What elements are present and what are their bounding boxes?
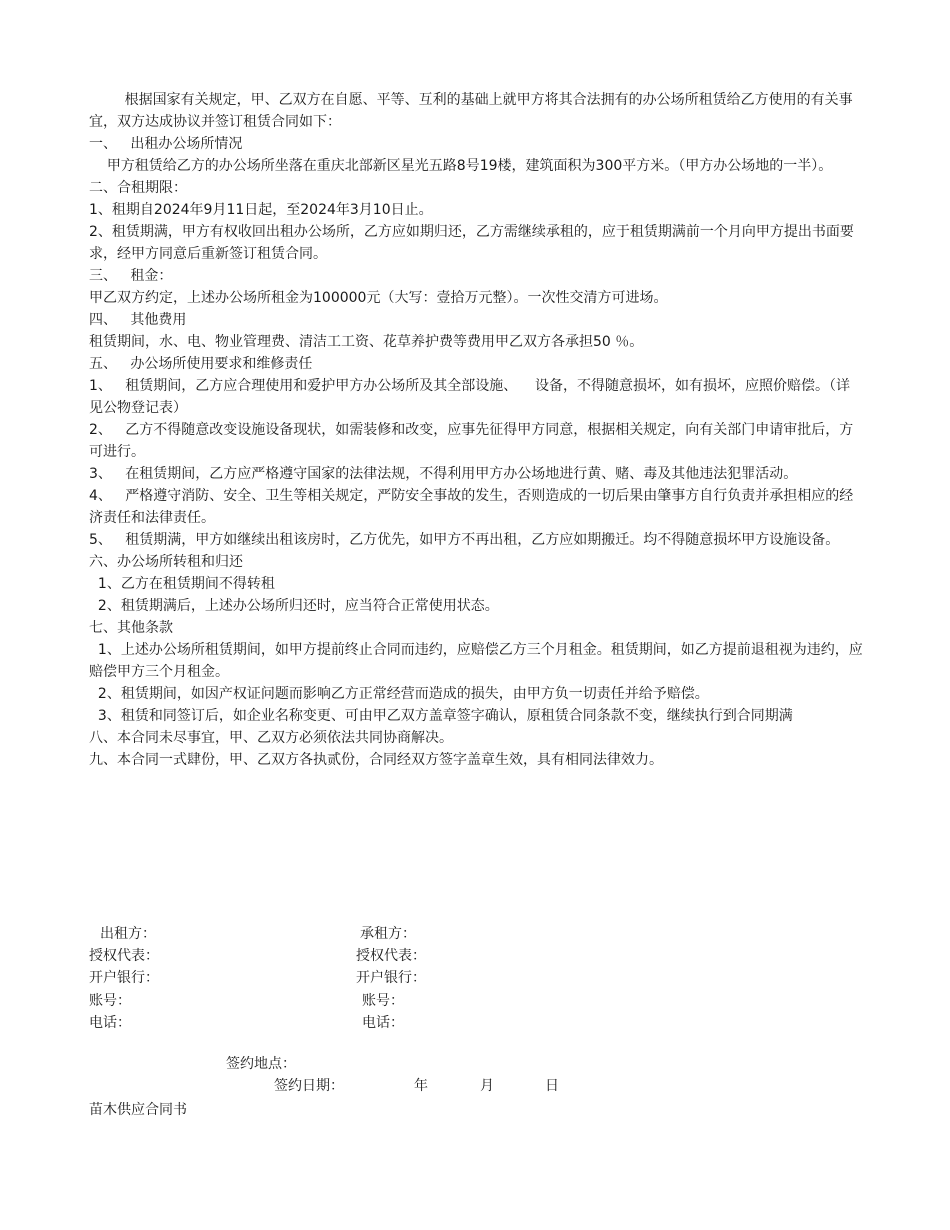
lessor-label: 出租方： [100,926,156,942]
date-day-label: 日 [545,1078,559,1094]
section-1-text: 甲方租赁给乙方的办公场所坐落在重庆北部新区星光五路8号19楼，建筑面积为300平方米。（甲方办公场地的一半）。 [89,158,833,174]
lessor-account-label: 账号： [89,993,131,1009]
section-6-item-1: 1、乙方在租赁期间不得转租 [89,576,275,592]
section-5-item-1: 1、 租赁期间，乙方应合理使用和爱护甲方办公场所及其全部设施、 设备，不得随意损坏，如有损坏，应照价赔偿。（详见公物登记表） [89,378,851,416]
signing-place-label: 签约地点： [226,1056,296,1072]
section-7-item-1: 1、上述办公场所租赁期间，如甲方提前终止合同而违约，应赔偿乙方三个月租金。租赁期间，如乙方提前退租视为违约，应赔偿甲方三个月租金。 [89,642,863,680]
section-5-item-5: 5、 租赁期满，甲方如继续出租该房时，乙方优先，如甲方不再出租，乙方应如期搬迁。均不得随意损坏甲方设施设备。 [89,532,840,548]
lessee-account-label: 账号： [362,993,404,1009]
section-1-heading: 一、 出租办公场所情况 [89,136,243,152]
lessee-phone-label: 电话： [362,1015,404,1031]
section-4-heading: 四、 其他费用 [89,312,187,328]
section-7-heading: 七、其他条款 [89,620,173,636]
lessor-representative-label: 授权代表： [89,948,159,964]
contract-body [89,89,864,771]
section-7-item-2: 2、租赁期间，如因产权证问题而影响乙方正常经营而造成的损失，由甲方负一切责任并给予赔偿。 [89,686,709,702]
section-2-heading: 二、合租期限： [89,180,187,196]
date-month-label: 月 [480,1078,494,1094]
section-4-text: 租赁期间，水、电、物业管理费、清洁工工资、花草养护费等费用甲乙双方各承担50 ％。 [89,334,644,350]
section-5-item-2: 2、 乙方不得随意改变设施设备现状，如需装修和改变，应事先征得甲方同意，根据相关规定，向有关部门申请审批后，方可进行。 [89,422,854,460]
lessee-label: 承租方： [360,926,416,942]
lessee-bank-label: 开户银行： [356,970,426,986]
intro-paragraph: 根据国家有关规定，甲、乙双方在自愿、平等、互利的基础上就甲方将其合法拥有的办公场所租赁给乙方使用的有关事宜，双方达成协议并签订租赁合同如下： [89,92,853,130]
section-5-item-4: 4、 严格遵守消防、安全、卫生等相关规定，严防安全事故的发生，否则造成的一切后果由肇事方自行负责并承担相应的经济责任和法律责任。 [89,488,854,526]
lessor-bank-label: 开户银行： [89,970,159,986]
lessee-representative-label: 授权代表： [356,948,426,964]
section-7-item-3: 3、租赁和同签订后，如企业名称变更、可由甲乙双方盖章签字确认，原租赁合同条款不变，继续执行到合同期满 [89,708,793,724]
section-8-text: 八、本合同未尽事宜，甲、乙双方必须依法共同协商解决。 [89,730,453,746]
date-year-label: 年 [414,1078,428,1094]
section-6-item-2: 2、租赁期满后，上述办公场所归还时，应当符合正常使用状态。 [89,598,499,614]
section-3-heading: 三、 租金： [89,268,173,284]
section-3-text: 甲乙双方约定，上述办公场所租金为100000元（大写：壹拾万元整）。一次性交清方可进场。 [89,290,668,306]
signing-date-label: 签约日期： [274,1078,344,1094]
lessor-phone-label: 电话： [89,1015,131,1031]
section-5-heading: 五、 办公场所使用要求和维修责任 [89,356,313,372]
section-2-item-1: 1、租期自2024年9月11日起，至2024年3月10日止。 [89,202,433,218]
section-9-text: 九、本合同一式肆份，甲、乙双方各执贰份，合同经双方签字盖章生效，具有相同法律效力。 [89,752,663,768]
section-2-item-2: 2、租赁期满，甲方有权收回出租办公场所，乙方应如期归还，乙方需继续承租的，应于租赁期满前一个月向甲方提出书面要求，经甲方同意后重新签订租赁合同。 [89,224,854,262]
section-5-item-3: 3、 在租赁期间，乙方应严格遵守国家的法律法规，不得利用甲方办公场地进行黄、赌、毒及其他违法犯罪活动。 [89,466,798,482]
section-6-heading: 六、办公场所转租和归还 [89,554,243,570]
footer-title: 苗木供应合同书 [89,1102,187,1118]
